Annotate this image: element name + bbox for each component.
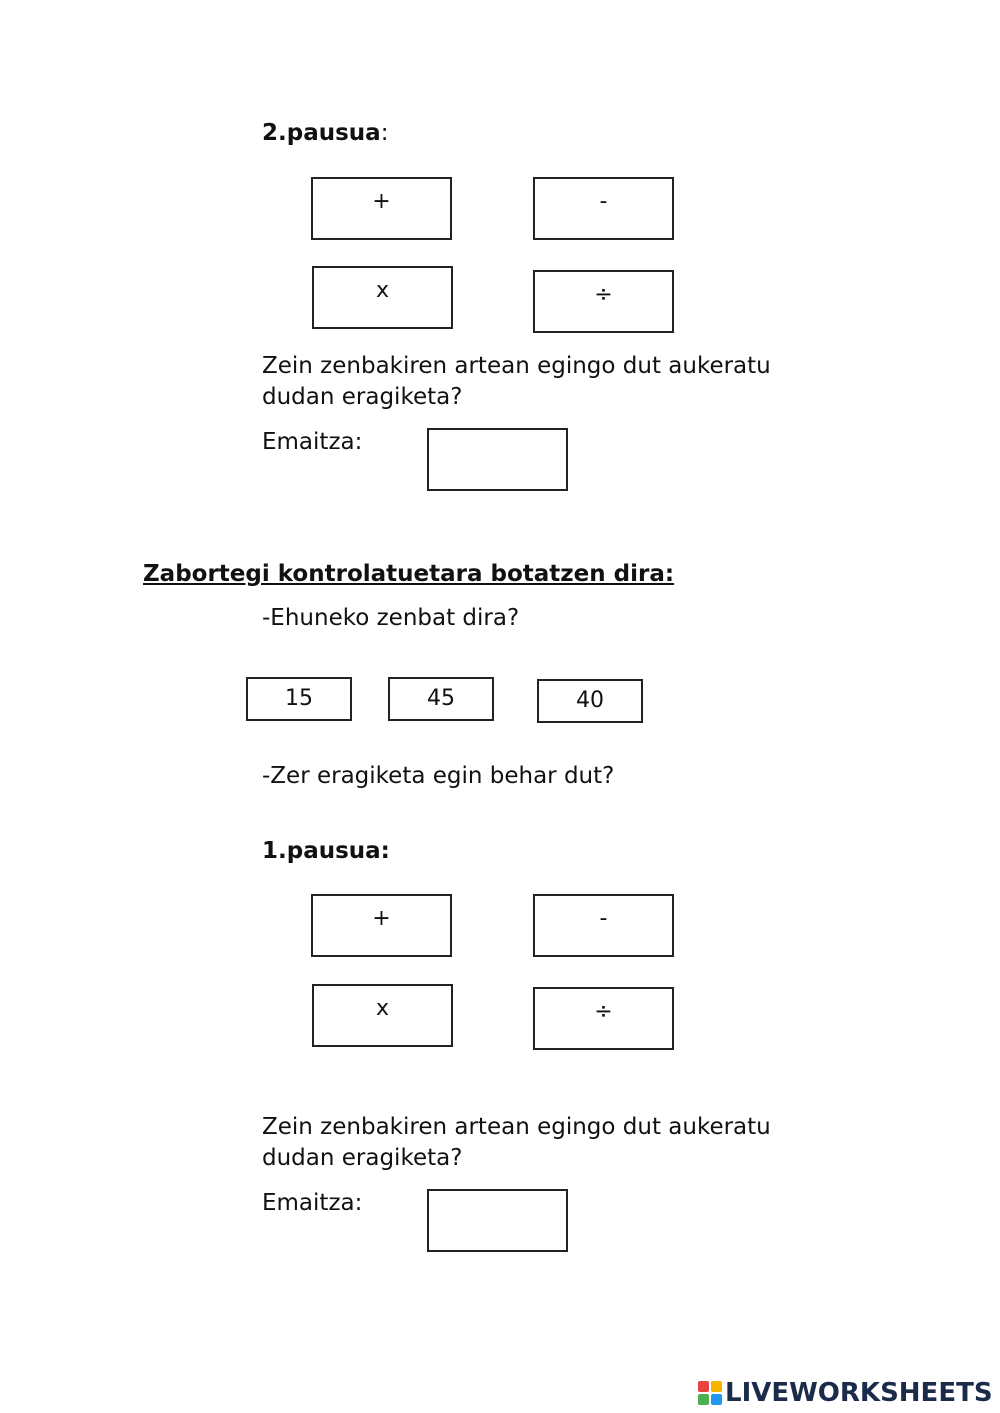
liveworksheets-logo	[697, 1378, 993, 1408]
liveworksheets-logo-text: LIVEWORKSHEETS	[725, 1378, 993, 1408]
step1-op-minus-button[interactable]: -	[533, 894, 674, 957]
landfill-title: Zabortegi kontrolatuetara botatzen dira:	[143, 561, 675, 587]
step2-result-label: Emaitza:	[262, 429, 363, 455]
step2-op-minus-button[interactable]: -	[533, 177, 674, 240]
step1-heading: 1.pausua:	[262, 838, 390, 864]
step2-heading	[262, 118, 388, 149]
step2-heading-colon: :	[380, 120, 389, 146]
step2-question-line2: dudan eragiketa?	[262, 384, 463, 410]
step1-question-line1: Zein zenbakiren artean egingo dut aukeratu	[262, 1114, 771, 1140]
step1-op-multiply-button[interactable]: x	[312, 984, 453, 1047]
step2-op-divide-button[interactable]: ÷	[533, 270, 674, 333]
step1-result-label: Emaitza:	[262, 1190, 363, 1216]
percent-option-40[interactable]: 40	[537, 679, 643, 723]
percent-question: -Ehuneko zenbat dira?	[262, 605, 520, 631]
step1-question-line2: dudan eragiketa?	[262, 1145, 463, 1171]
step2-op-multiply-button[interactable]: x	[312, 266, 453, 329]
step1-op-divide-button[interactable]: ÷	[533, 987, 674, 1050]
step2-result-input[interactable]	[427, 428, 568, 491]
step2-question-line1: Zein zenbakiren artean egingo dut aukeratu	[262, 353, 771, 379]
step2-heading-label: 2.pausua	[262, 120, 381, 146]
step1-op-plus-button[interactable]: +	[311, 894, 452, 957]
step1-result-input[interactable]	[427, 1189, 568, 1252]
step2-op-plus-button[interactable]: +	[311, 177, 452, 240]
percent-option-15[interactable]: 15	[246, 677, 352, 721]
liveworksheets-logo-icon	[697, 1380, 723, 1406]
operation-question: -Zer eragiketa egin behar dut?	[262, 763, 615, 789]
percent-option-45[interactable]: 45	[388, 677, 494, 721]
